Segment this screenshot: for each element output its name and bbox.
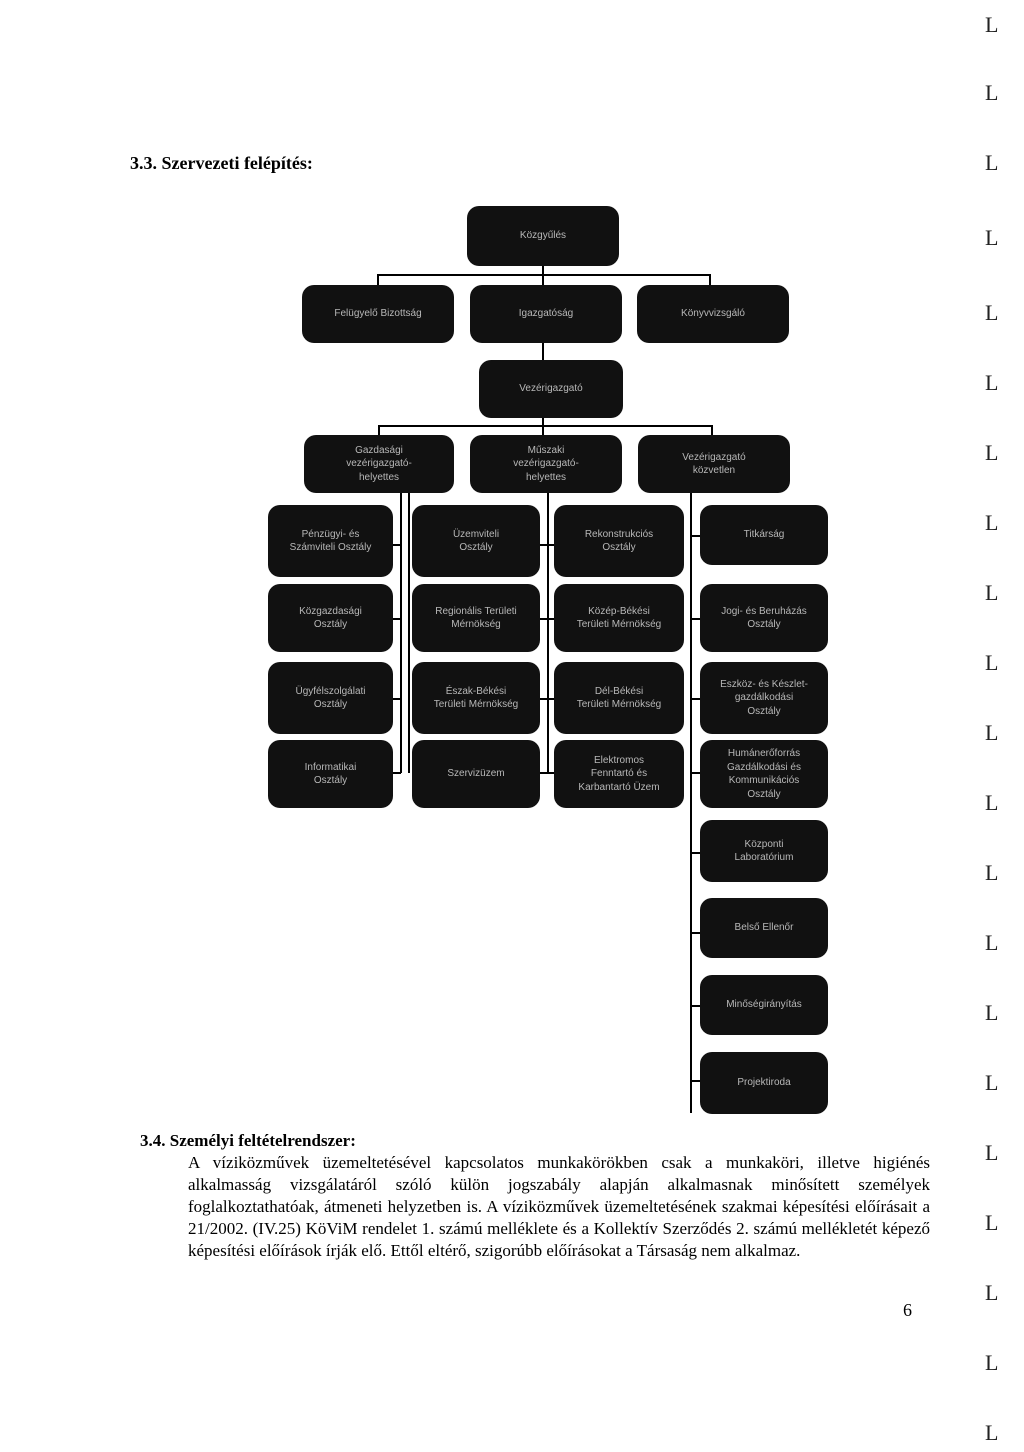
edge-mark: L <box>985 930 999 955</box>
edge-mark: L <box>985 12 999 37</box>
edge-mark: L <box>985 1000 999 1025</box>
org-box-ceo-direct: Vezérigazgató közvetlen <box>638 435 790 493</box>
org-box-ceo: Vezérigazgató <box>479 360 623 418</box>
org-box-deputy-technical: Műszaki vezérigazgató- helyettes <box>470 435 622 493</box>
org-box-operations-dept: Üzemviteli Osztály <box>412 505 540 577</box>
edge-mark: L <box>985 1350 999 1375</box>
org-box-central-laboratory: Központi Laboratórium <box>700 820 828 882</box>
edge-mark: L <box>985 370 999 395</box>
org-box-reconstruction-dept: Rekonstrukciós Osztály <box>554 505 684 577</box>
edge-mark: L <box>985 1210 999 1235</box>
edge-mark: L <box>985 650 999 675</box>
section-heading-3-3: 3.3. Szervezeti felépítés: <box>130 153 313 173</box>
section-3-4 <box>140 1130 930 1262</box>
org-box-finance-dept: Pénzügyi- és Számviteli Osztály <box>268 505 393 577</box>
org-box-legal-investment-dept: Jogi- és Beruházás Osztály <box>700 584 828 652</box>
edge-mark: L <box>985 150 999 175</box>
section-3-4-paragraph: A víziközművek üzemeltetésével kapcsolatos munkakörökben csak a munkaköri, illetve higiénés alkalmasság vizsgálatáról szóló külön jogszabály alapján alkalmasnak minősített személyek foglalkoztathatóak, átmeneti helyzetben is. A víziközművek üzemeltetésének szakmai képesítési előírásait a 21/2002. (IV.25) KöViM rendelet 1. számú melléklete és a Kollektív Szerződés 2. számú mellékletét képező képesítési előírások írják elő. Ettől eltérő, szigorúbb előírásokat a Társaság nem alkalmaz. <box>188 1153 930 1260</box>
edge-mark: L <box>985 1070 999 1095</box>
edge-mark: L <box>985 580 999 605</box>
org-box-service-plant: Szervizüzem <box>412 740 540 808</box>
edge-mark: L <box>985 720 999 745</box>
org-box-north-bekes-engineering: Észak-Békési Területi Mérnökség <box>412 662 540 734</box>
edge-mark: L <box>985 225 999 250</box>
org-box-it-dept: Informatikai Osztály <box>268 740 393 808</box>
org-box-supervisory-board: Felügyelő Bizottság <box>302 285 454 343</box>
edge-mark: L <box>985 1280 999 1305</box>
org-box-project-office: Projektiroda <box>700 1052 828 1114</box>
edge-mark: L <box>985 860 999 885</box>
edge-mark: L <box>985 1420 999 1445</box>
binding-edge-marks <box>985 0 1015 1452</box>
org-box-general-assembly: Közgyűlés <box>467 206 619 266</box>
edge-mark: L <box>985 300 999 325</box>
org-box-south-bekes-engineering: Dél-Békési Területi Mérnökség <box>554 662 684 734</box>
org-box-quality-management: Minőségirányítás <box>700 975 828 1035</box>
edge-mark: L <box>985 790 999 815</box>
org-box-deputy-economic: Gazdasági vezérigazgató- helyettes <box>304 435 454 493</box>
org-box-regional-engineering: Regionális Területi Mérnökség <box>412 584 540 652</box>
edge-mark: L <box>985 440 999 465</box>
org-box-customer-service-dept: Ügyfélszolgálati Osztály <box>268 662 393 734</box>
org-box-electrical-maintenance: Elektromos Fenntartó és Karbantartó Üzem <box>554 740 684 808</box>
org-box-hr-communication-dept: Humánerőforrás Gazdálkodási és Kommunikációs Osztály <box>700 740 828 808</box>
org-box-auditor: Könyvvizsgáló <box>637 285 789 343</box>
edge-mark: L <box>985 1140 999 1165</box>
org-box-internal-auditor: Belső Ellenőr <box>700 898 828 958</box>
org-box-asset-inventory-dept: Eszköz- és Készlet- gazdálkodási Osztály <box>700 662 828 734</box>
edge-mark: L <box>985 510 999 535</box>
section-heading-3-4: 3.4. Személyi feltételrendszer: <box>140 1131 356 1150</box>
page-number: 6 <box>903 1300 912 1320</box>
org-box-economics-dept: Közgazdasági Osztály <box>268 584 393 652</box>
org-box-central-bekes-engineering: Közép-Békési Területi Mérnökség <box>554 584 684 652</box>
org-box-secretariat: Titkárság <box>700 505 828 565</box>
edge-mark: L <box>985 80 999 105</box>
org-box-board-of-directors: Igazgatóság <box>470 285 622 343</box>
